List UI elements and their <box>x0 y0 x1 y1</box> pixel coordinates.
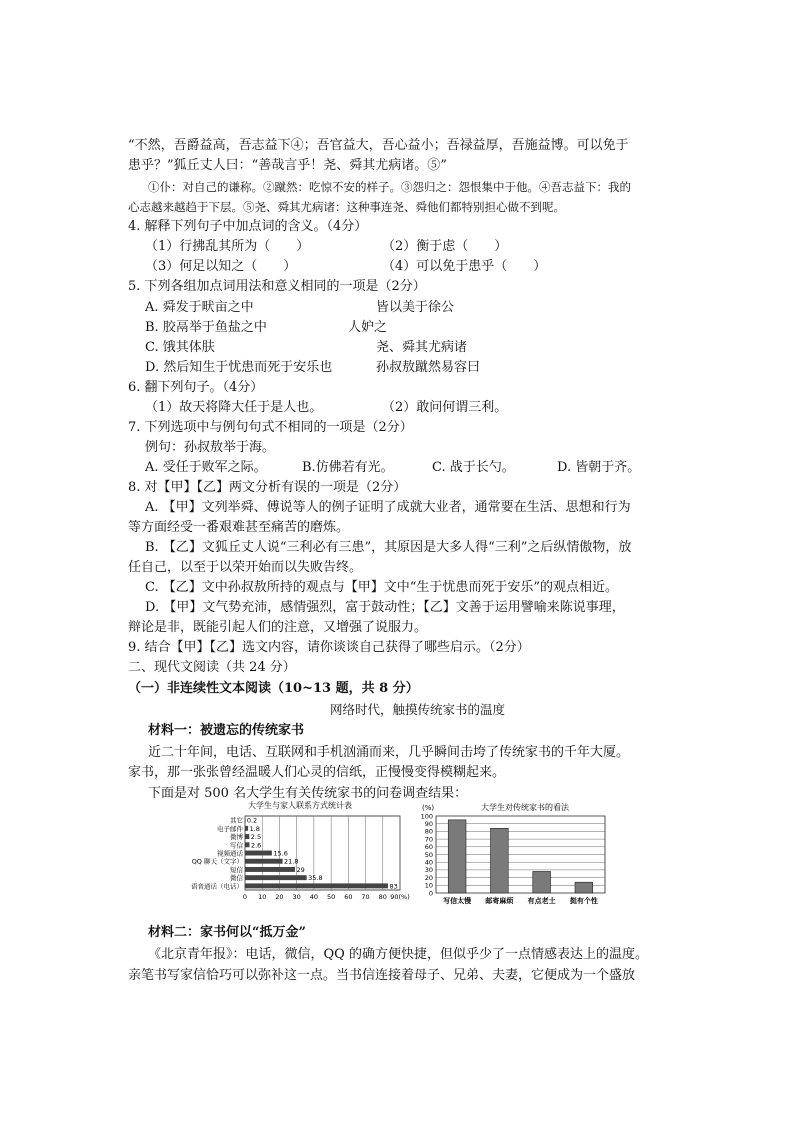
chart-2-category-label: 写信太慢 <box>443 897 472 905</box>
question-8-option-b-line-1: B. 【乙】文狐丘丈人说“三利必有三患”，其原因是大多人得“三利”之后纵情傲物，放 <box>145 540 632 555</box>
question-4-item-1: （1）行拂乱其所为（ ） <box>145 239 310 254</box>
question-7-option-c: C. 战于长勺。 <box>432 460 515 475</box>
question-8-option-b-line-2: 任自己，以至于以荣开始而以失败告终。 <box>128 560 363 575</box>
chart-1-category-label: 视频通话 <box>217 849 243 858</box>
chart-1-value-label: 21.8 <box>284 857 299 866</box>
question-6-stem: 6. 翻下列句子。（4分） <box>128 380 264 395</box>
material-2-paragraph-line-2: 亲笔书写家信恰巧可以弥补这一点。当书信连接着母子、兄弟、夫妻，它便成为一个盛放 <box>128 968 636 983</box>
chart-2-bar <box>491 828 509 893</box>
question-5-option-d-left: D. 然后知生于忧患而死于安乐也 <box>145 360 333 375</box>
material-1-paragraph-2: 下面是对 500 名大学生有关传统家书的问卷调查结果： <box>148 786 468 801</box>
question-5-stem: 5. 下列各组加点词用法和意义相同的一项是（2分） <box>128 279 426 294</box>
question-8-option-d-line-1: D. 【甲】文气势充沛，感情强烈，富于鼓动性；【乙】文善于运用譬喻来陈说事理， <box>145 600 625 615</box>
chart-1-x-tick-label: 0 <box>242 893 248 901</box>
chart-1-x-tick-label: 50 <box>326 893 336 901</box>
question-9-stem: 9. 结合【甲】【乙】选文内容，请你谈谈自己获得了哪些启示。（2分） <box>128 640 530 655</box>
chart-1-value-label: 2.5 <box>250 833 262 842</box>
question-8-stem: 8. 对【甲】【乙】两文分析有误的一项是（2分） <box>128 480 407 495</box>
chart-1-category-label: 微博 <box>230 833 243 842</box>
question-6-item-1: （1）故天将降大任于是人也。 <box>145 400 323 415</box>
question-5-option-b-left: B. 胶鬲举于鱼盐之中 <box>145 320 267 335</box>
chart-2-y-tick-label: 10 <box>424 881 433 890</box>
chart-1-category-label: 其它 <box>230 816 243 825</box>
question-4-item-4: （4）可以免于患乎（ ） <box>382 259 547 274</box>
material-1-paragraph-1-line-1: 近二十年间，电话、互联网和手机汹涌而来，几乎瞬间击垮了传统家书的千年大厦。 <box>148 745 630 760</box>
chart-2-y-tick-label: 40 <box>424 858 433 867</box>
chart-1-bar <box>245 875 307 880</box>
question-7-example: 例句：孙叔敖举于海。 <box>145 440 276 455</box>
chart-2-bar <box>533 871 551 893</box>
material-2-title: 材料二：家书何以“抵万金” <box>148 925 306 940</box>
chart-1-bar <box>245 834 249 839</box>
question-5-option-c-left: C. 饿其体肤 <box>145 340 215 355</box>
question-5-option-a-left: A. 舜发于畎亩之中 <box>145 300 254 315</box>
question-5-option-c-right: 尧、舜其尤病诸 <box>376 340 468 355</box>
material-2-paragraph-line-1: 《北京青年报》：电话，微信，QQ 的确方便快捷，但似乎少了一点情感表达上的温度。 <box>148 947 648 962</box>
chart-2-y-tick-label: 30 <box>424 866 433 875</box>
chart-1-bar <box>245 851 272 856</box>
chart-2-y-tick-label: 80 <box>424 827 433 836</box>
question-8-option-a-line-2: 等方面经受一番艰难甚至痛苦的磨炼。 <box>128 520 350 535</box>
chart-2-y-tick-label: 100 <box>420 812 433 821</box>
question-7-option-d: D. 皆朝于齐。 <box>557 460 641 475</box>
passage-line-1: “不然，吾爵益高，吾志益下④；吾官益大，吾心益小；吾禄益厚，吾施益博。可以免于 <box>128 138 629 153</box>
question-8-option-c: C. 【乙】文中孙叔敖所持的观点与【甲】文中“生于忧患而死于安乐”的观点相近。 <box>145 580 619 595</box>
chart-1-x-tick-label: 40 <box>309 893 319 901</box>
passage-line-2: 患乎？”狐丘丈人曰：“善哉言乎！尧、舜其尤病诸。⑤” <box>128 158 447 173</box>
chart-2-y-tick-label: 20 <box>424 873 433 882</box>
chart-2-y-tick-label: 70 <box>424 835 433 844</box>
annotation-line-1: ①仆：对自己的谦称。②蹴然：吃惊不安的样子。③怨归之：怨恨集中于他。④吾志益下：我的 <box>148 180 631 194</box>
chart-1-value-label: 1.8 <box>249 824 260 833</box>
question-4-stem: 4. 解释下列句子中加点词的含义。（4分） <box>128 219 368 234</box>
question-4-item-3: （3）何足以知之（ ） <box>145 259 297 274</box>
chart-1-category-label: 电子邮件 <box>217 824 243 833</box>
chart-2-y-tick-label: 50 <box>424 850 433 859</box>
chart-1-bar <box>245 883 388 888</box>
chart-1-x-tick-label: 20 <box>275 893 284 901</box>
chart-1-value-label: 0.2 <box>246 816 258 825</box>
contact-methods-chart <box>165 798 410 913</box>
section-2-subtitle: （一）非连续性文本阅读（10~13 题，共 8 分） <box>128 681 419 696</box>
family-letter-opinion-chart <box>410 798 610 913</box>
chart-2-bar <box>448 820 466 893</box>
material-1-paragraph-1-line-2: 家书，那一张张曾经温暖人们心灵的信纸，正慢慢变得模糊起来。 <box>128 765 506 780</box>
chart-2-category-label: 挺有个性 <box>569 897 598 905</box>
chart-1-x-tick-label: 60 <box>344 893 353 901</box>
chart-1-x-tick-label: 90(%) <box>390 893 410 901</box>
chart-1-bar <box>245 859 283 864</box>
question-7-option-a: A. 受任于败军之际。 <box>145 460 267 475</box>
question-5-option-d-right: 孙叔敖蹴然易容曰 <box>376 360 481 375</box>
chart-1-bar <box>245 842 249 847</box>
question-6-item-2: （2）敢问何谓三利。 <box>382 400 508 415</box>
chart-1-x-tick-label: 70 <box>361 893 370 901</box>
chart-1-bar <box>245 826 248 831</box>
question-8-option-d-line-2: 辩论是非，既能引起人们的注意，又增强了说服力。 <box>128 620 428 635</box>
chart-1-category-label: 短信 <box>230 865 243 874</box>
chart-1-x-tick-label: 30 <box>292 893 301 901</box>
annotation-line-2: 心志越来越趋于下层。⑤尧、舜其尤病诸：这种事连尧、舜他们都特别担心做不到呢。 <box>128 200 565 214</box>
question-7-option-b: B.仿佛若有光。 <box>302 460 394 475</box>
chart-1-category-label: 写信 <box>230 841 243 850</box>
chart-1-bar <box>245 818 246 823</box>
chart-1-value-label: 29 <box>296 865 305 874</box>
chart-2-y-unit-label: (%) <box>422 804 435 812</box>
chart-1-title: 大学生与家人联系方式统计表 <box>248 801 352 810</box>
chart-1-x-tick-label: 10 <box>258 893 267 901</box>
chart-1-category-label: QQ 聊天（文字） <box>191 857 243 866</box>
material-1-title: 材料一：被遗忘的传统家书 <box>148 723 305 738</box>
question-7-stem: 7. 下列选项中与例句句式不相同的一项是（2分） <box>128 420 413 435</box>
chart-2-y-tick-label: 90 <box>424 820 433 828</box>
chart-2-category-label: 邮寄麻烦 <box>485 897 514 905</box>
chart-1-bar <box>245 867 295 872</box>
question-5-option-b-right: 人妒之 <box>348 320 388 335</box>
question-4-item-2: （2）衡于虑（ ） <box>382 239 508 254</box>
section-2-title: 二、现代文阅读（共 24 分） <box>128 660 296 675</box>
chart-1-category-label: 语音通话（电话） <box>191 882 243 891</box>
chart-1-value-label: 83 <box>389 882 398 891</box>
chart-1-value-label: 15.6 <box>273 849 288 858</box>
chart-2-category-label: 有点老土 <box>527 897 556 905</box>
question-5-option-a-right: 皆以美于徐公 <box>376 300 455 315</box>
article-title: 网络时代，触摸传统家书的温度 <box>330 702 506 717</box>
question-8-option-a-line-1: A. 【甲】文列举舜、傅说等人的例子证明了成就大业者，通常要在生活、思想和行为 <box>145 500 631 515</box>
chart-1-category-label: 微信 <box>230 874 243 883</box>
chart-2-y-tick-label: 0 <box>428 889 433 898</box>
chart-1-x-tick-label: 80 <box>378 893 387 901</box>
chart-2-bar <box>575 882 593 893</box>
chart-2-title: 大学生对传统家书的看法 <box>481 803 569 812</box>
chart-1-value-label: 2.6 <box>250 841 262 850</box>
chart-1-value-label: 35.8 <box>308 874 323 883</box>
chart-2-y-tick-label: 60 <box>424 843 433 852</box>
